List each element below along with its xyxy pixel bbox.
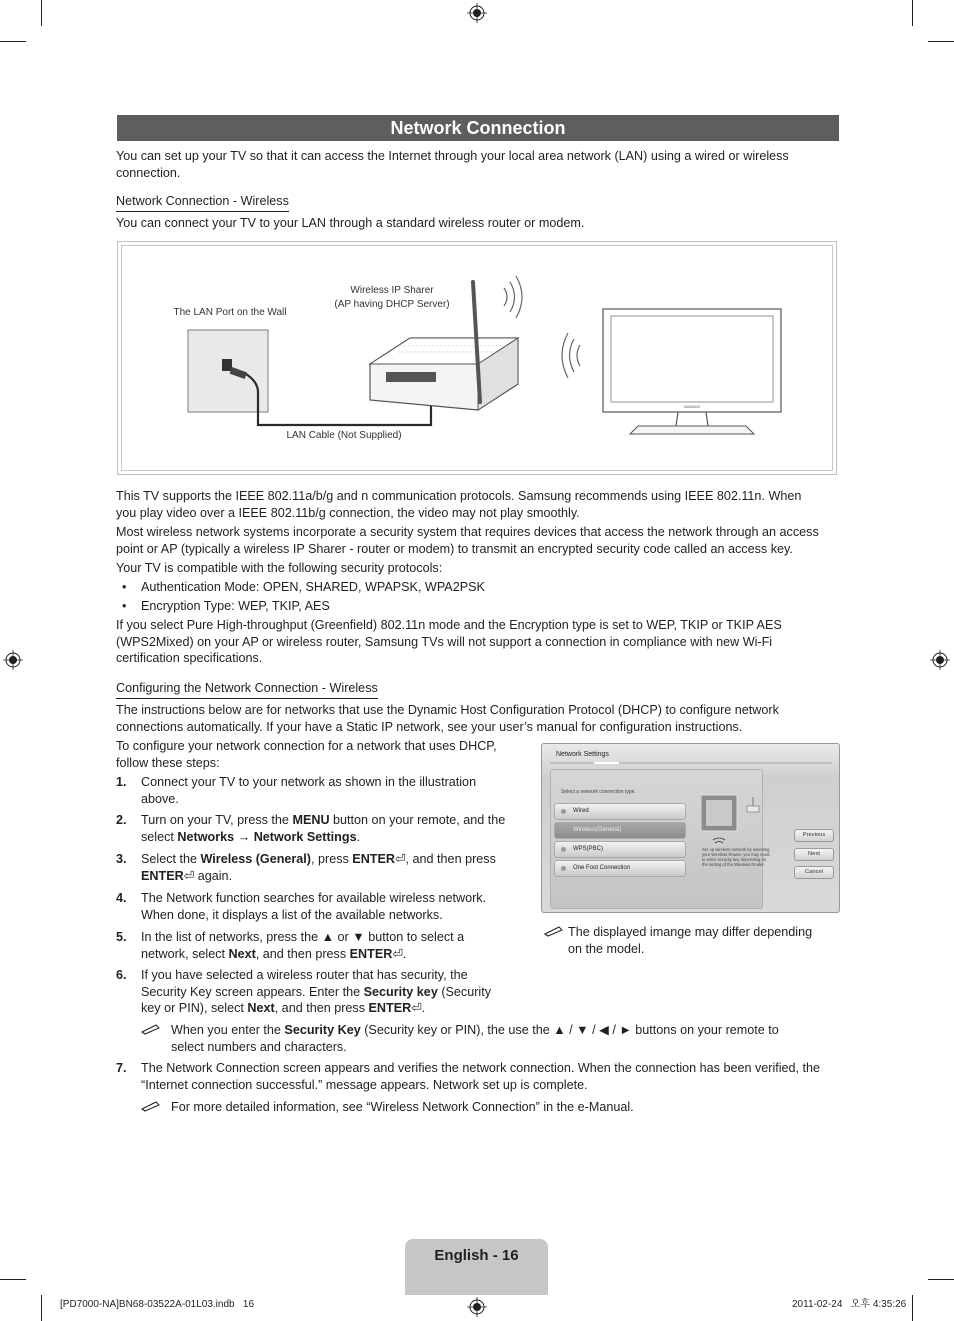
crop-mark bbox=[41, 1295, 42, 1321]
wireless-preview-icon bbox=[701, 792, 761, 847]
step-7: 7. The Network Connection screen appears and verifies the network connection. When the connection has been verified, the “Internet connection successful.” message appears. Network set up is complete. bbox=[116, 1061, 821, 1092]
ns-next-button[interactable]: Next bbox=[794, 848, 834, 861]
compatible-paragraph: Your TV is compatible with the following security protocols: bbox=[116, 561, 443, 575]
network-diagram bbox=[117, 241, 837, 475]
lan-port-icon bbox=[222, 359, 232, 371]
page-title: Network Connection bbox=[117, 115, 839, 141]
step-6: 6. If you have selected a wireless router that has security, the Security Key screen appears. Enter the Security key (Security key or PIN), select Next, and then press ENTER⏎. bbox=[116, 968, 492, 1015]
security-paragraph: Most wireless network systems incorporate a security system that requires devices that access the network through an access point or AP (typically a wireless IP Sharer - router or modem) to transmit an encrypted security code called an access key. bbox=[116, 525, 819, 556]
tv-brand: SAMSUNG bbox=[683, 405, 701, 409]
ns-cancel-button[interactable]: Cancel bbox=[794, 866, 834, 879]
list-item: • Authentication Mode: OPEN, SHARED, WPAPSK, WPA2PSK bbox=[122, 580, 485, 594]
wireless-intro: You can connect your TV to your LAN through a standard wireless router or modem. bbox=[116, 216, 585, 230]
ns-title: Network Settings bbox=[556, 751, 609, 758]
diagram-illustration bbox=[118, 242, 838, 476]
cable-label: LAN Cable (Not Supplied) bbox=[286, 430, 402, 441]
note-pencil-icon bbox=[544, 925, 564, 937]
crop-mark bbox=[928, 1279, 954, 1280]
protocol-paragraph: This TV supports the IEEE 802.11a/b/g and n communication protocols. Samsung recommends using IEEE 802.11n. When you play video over a IEEE 802.11b/g connection, the video may not play smoothly. bbox=[116, 489, 802, 520]
section-heading-config: Configuring the Network Connection - Wireless bbox=[116, 680, 378, 699]
note-emanual: For more detailed information, see “Wireless Network Connection” in the e-Manual. bbox=[171, 1100, 634, 1114]
registration-mark-icon bbox=[3, 650, 23, 670]
enter-icon: ⏎ bbox=[394, 852, 406, 866]
tv-stand bbox=[630, 426, 754, 434]
intro-paragraph: You can set up your TV so that it can access the Internet through your local area network (LAN) using a wired or wireless connection. bbox=[116, 149, 789, 180]
step-4: 4. The Network function searches for available wireless network. When done, it displays a list of the available networks. bbox=[116, 891, 487, 922]
ns-option-wireless[interactable]: Wireless(General) bbox=[554, 822, 686, 839]
step-1: 1. Connect your TV to your network as shown in the illustration above. bbox=[116, 775, 477, 806]
ns-content bbox=[550, 769, 770, 909]
sharer-label-line1: Wireless IP Sharer bbox=[350, 285, 434, 296]
image-disclaimer: The displayed imange may differ depending on the model. bbox=[568, 925, 813, 956]
section-heading-wireless: Network Connection - Wireless bbox=[116, 193, 289, 212]
crop-mark bbox=[912, 1295, 913, 1321]
step-2: 2. Turn on your TV, press the MENU button on your remote, and the select Networks → Network Settings. bbox=[116, 813, 506, 844]
enter-icon: ⏎ bbox=[411, 1001, 422, 1015]
sharer-label-line2: (AP having DHCP Server) bbox=[334, 299, 450, 310]
crop-mark bbox=[928, 41, 954, 42]
router-ports bbox=[386, 372, 436, 382]
ns-prompt: Select a network connection type. bbox=[561, 789, 636, 795]
tv-screen bbox=[611, 316, 773, 402]
note-security-key: When you enter the Security Key (Security key or PIN), the use the ▲ / ▼ / ◀ / ► buttons on your remote to select numbers and characters. bbox=[171, 1023, 779, 1054]
crop-mark bbox=[0, 1279, 26, 1280]
ns-option-one-foot[interactable]: One Foot Connection bbox=[554, 860, 686, 877]
crop-mark bbox=[0, 41, 26, 42]
step-3: 3. Select the Wireless (General), press ENTER⏎, and then press ENTER⏎ again. bbox=[116, 852, 496, 883]
lan-port-label: The LAN Port on the Wall bbox=[173, 307, 287, 318]
ns-option-wps[interactable]: WPS(PBC) bbox=[554, 841, 686, 858]
page-number: English - 16 bbox=[434, 1247, 519, 1264]
slug-right: 2011-02-24 오후 4:35:26 bbox=[792, 1299, 907, 1310]
network-settings-screen bbox=[541, 743, 840, 913]
slug-left: [PD7000-NA]BN68-03522A-01L03.indb 16 bbox=[60, 1299, 255, 1310]
ns-previous-button[interactable]: Previous bbox=[794, 829, 834, 842]
enter-icon: ⏎ bbox=[392, 946, 403, 961]
registration-mark-icon bbox=[467, 1297, 487, 1317]
ns-description: Set up wireless network by selecting your Wireless Router. you may need to enter security key depending on the setting of the Wireless Router. bbox=[702, 847, 770, 867]
registration-mark-icon bbox=[930, 650, 950, 670]
greenfield-paragraph: If you select Pure High-throughput (Greenfield) 802.11n mode and the Encryption type is set to WEP, TKIP or TKIP AES (WPS2Mixed) on your AP or wireless router, Samsung TVs will not support a connection in compliance with new Wi-Fi certification specifications. bbox=[116, 618, 782, 665]
dhcp-paragraph: The instructions below are for networks that use the Dynamic Host Configuration Protocol (DHCP) to configure network connections automatically. If your have a Static IP network, see your user’s manual for configuration instructions. bbox=[116, 703, 779, 734]
page-number-tab bbox=[405, 1239, 548, 1295]
step-5: 5. In the list of networks, press the ▲ or ▼ button to select a network, select Next, and then press ENTER⏎. bbox=[116, 930, 465, 961]
crop-mark bbox=[41, 0, 42, 26]
ns-option-wired[interactable]: Wired bbox=[554, 803, 686, 820]
enter-icon: ⏎ bbox=[183, 868, 195, 883]
note-pencil-icon bbox=[141, 1100, 161, 1112]
crop-mark bbox=[912, 0, 913, 26]
note-pencil-icon bbox=[141, 1023, 161, 1035]
list-item: • Encryption Type: WEP, TKIP, AES bbox=[122, 599, 330, 613]
registration-mark-icon bbox=[467, 3, 487, 23]
steps-intro: To configure your network connection for a network that uses DHCP, follow these steps: bbox=[116, 739, 497, 770]
